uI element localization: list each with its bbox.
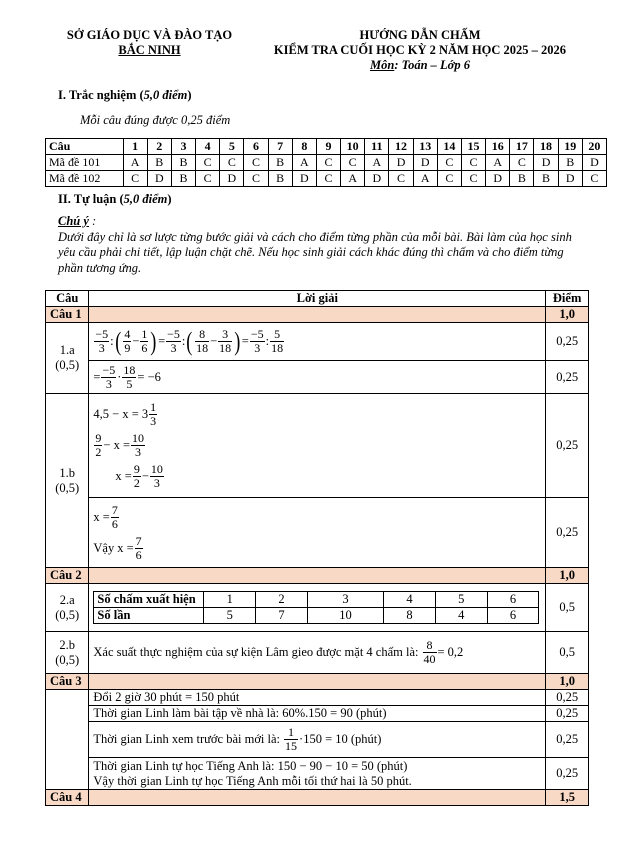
answer-cell: B — [268, 155, 292, 171]
question-number: 9 — [316, 139, 340, 155]
question-number: 6 — [244, 139, 268, 155]
answer-cell: B — [268, 171, 292, 187]
answer-cell: C — [316, 171, 340, 187]
q2b-points: 0,5 — [546, 632, 589, 674]
q1b-points-2: 0,25 — [546, 498, 589, 568]
q1a-step1: $\frac{-5}{3}$ : ( $\frac{4}{9}$ − $\frac{1}{6}$ ) = $\frac{-5}{3}$ : ( $\frac{8}{18}$ − $\frac{3}{18}$ ) = $\frac{-5}{3}$ : $\frac{5}{18}$ — [89, 323, 546, 361]
exam-code: Mã đề 101 — [46, 155, 124, 171]
exam-code: Mã đề 102 — [46, 171, 124, 187]
answer-cell: B — [534, 171, 558, 187]
question-number: 7 — [268, 139, 292, 155]
answer-cell: D — [582, 155, 606, 171]
question-1-row — [46, 307, 589, 323]
answer-cell: D — [413, 155, 437, 171]
answer-row — [46, 171, 607, 187]
dice-count: 8 — [384, 608, 436, 624]
header-left — [42, 28, 257, 58]
q3-line2: Thời gian Linh làm bài tập về nhà là: 60%.150 = 90 (phút) — [89, 706, 546, 722]
answer-cell: C — [437, 171, 461, 187]
question-number: 3 — [171, 139, 195, 155]
dice-face: 2 — [256, 592, 308, 608]
part2-title: II. Tự luận (5,0 điểm) — [58, 192, 172, 206]
question-number: 18 — [534, 139, 558, 155]
q2a-points: 0,5 — [546, 584, 589, 632]
subject-value: : Toán – Lớp 6 — [394, 58, 471, 72]
q2-label: Câu 2 — [46, 568, 89, 584]
dice-face: 6 — [487, 592, 539, 608]
q1a-points-1: 0,25 — [546, 323, 589, 361]
q1b-label: 1.b (0,5) — [46, 394, 89, 568]
part1-title: I. Trắc nghiệm (5,0 điểm) — [58, 88, 192, 102]
answer-cell: C — [220, 155, 244, 171]
question-number: 4 — [196, 139, 220, 155]
question-number: 11 — [365, 139, 389, 155]
answer-cell: C — [461, 171, 485, 187]
q2b-solution: Xác suất thực nghiệm của sự kiện Lâm gieo được mặt 4 chấm là: $\frac{8}{40}$ = 0,2 — [89, 632, 546, 674]
q3-line4: Thời gian Linh tự học Tiếng Anh là: 150 − 90 − 10 = 50 (phút) Vậy thời gian Linh tự học Tiếng Anh mỗi tối thứ hai là 50 phút. — [89, 758, 546, 790]
answer-header-label: Câu — [46, 139, 124, 155]
answer-cell: C — [510, 155, 534, 171]
dice-count: 7 — [256, 608, 308, 624]
dice-face: 5 — [435, 592, 487, 608]
answer-cell: C — [123, 171, 147, 187]
dice-face: 3 — [307, 592, 383, 608]
question-number: 19 — [558, 139, 582, 155]
q1-points: 1,0 — [546, 307, 589, 323]
answer-cell: C — [244, 171, 268, 187]
answer-cell: A — [292, 155, 316, 171]
q1a-points-2: 0,25 — [546, 361, 589, 394]
answer-cell: D — [292, 171, 316, 187]
answer-cell: D — [558, 171, 582, 187]
answer-cell: C — [316, 155, 340, 171]
dice-count: 10 — [307, 608, 383, 624]
exam-title: KIỂM TRA CUỐI HỌC KỲ 2 NĂM HỌC 2025 – 2026 — [273, 43, 567, 57]
answer-cell: D — [365, 171, 389, 187]
question-number: 15 — [461, 139, 485, 155]
department-name: SỞ GIÁO DỤC VÀ ĐÀO TẠO — [66, 28, 233, 42]
subject-line — [250, 58, 590, 73]
answer-cell: A — [486, 155, 510, 171]
answer-cell: D — [534, 155, 558, 171]
question-number: 10 — [341, 139, 365, 155]
q1b-step2: x = $\frac{7}{6}$ Vậy x = $\frac{7}{6}$ — [89, 498, 546, 568]
q1a-label: 1.a (0,5) — [46, 323, 89, 394]
question-number: 5 — [220, 139, 244, 155]
answer-cell: A — [341, 171, 365, 187]
q3-points: 1,0 — [546, 674, 589, 690]
answer-cell: B — [558, 155, 582, 171]
answer-cell: C — [341, 155, 365, 171]
subject-label: Môn — [369, 58, 395, 72]
question-number: 8 — [292, 139, 316, 155]
answer-cell: A — [123, 155, 147, 171]
col-question: Câu — [46, 291, 89, 307]
solution-table: Câu Lời giải Điểm Câu 1 1,0 1.a (0,5) $\frac{-5}{3}$ : ( $\frac{4}{9}$ − $\frac{1}{6}$ ) = $\frac{-5}{3}$ : ( $\frac{8}{18}$ − $\frac{3}{18}$ ) = $\frac{-5}{3}$ : $\frac{5}{18}$ 0,25 = $\frac{-5}{3}$ · $\frac{18}{5}$ = −6 0,25 1.b (0,5) 4,5 − x = 3 $\frac{1}{3}$ $\frac{9}{2}$ − x = $\frac{10}{3}$ x = $\frac{9}{2}$ − $\frac{10}{3}$ 0,25 x = $\frac{7}{6}$ Vậy x = $\frac{7}{6}$ 0,25 Câu 2 1,0 2.a (0,5) Số chấm xuất hiện 1 2 3 4 5 6 Số lần 5 7 10 8 4 6 0,5 2.b (0,5) Xác suất thực nghiệm của sự kiện Lâm gieo được mặt 4 chấm là: $\frac{8}{40}$ = 0,2 0,5 Câu 3 1,0 Đổi 2 giờ 30 phút = 150 phút 0,25 Thời gian Linh làm bài tập về nhà là: 60%.150 = 90 (phút) 0,25 Thời gian Linh xem trước bài mới là: $\frac{1}{15}$ ·150 = 10 (phút) 0,25 Thời gian Linh tự học Tiếng Anh là: 150 − 90 − 10 = 50 (phút) Vậy thời gian Linh tự học Tiếng Anh mỗi tối thứ hai là 50 phút. 0,25 Câu 4 1,5 — [45, 290, 589, 806]
q1a-step2: = $\frac{-5}{3}$ · $\frac{18}{5}$ = −6 — [89, 361, 546, 394]
q2b-label: 2.b (0,5) — [46, 632, 89, 674]
answer-cell: D — [147, 171, 171, 187]
answer-cell: D — [220, 171, 244, 187]
q2a-label: 2.a (0,5) — [46, 584, 89, 632]
answer-cell: C — [196, 155, 220, 171]
dice-face: 4 — [384, 592, 436, 608]
answer-cell: C — [389, 171, 413, 187]
answer-cell: D — [486, 171, 510, 187]
part2-note: Chú ý : Dưới đây chỉ là sơ lược từng bước giải và cách cho điểm từng phần của mỗi bài. Bài làm của học sinh yêu cầu phải chi tiết, lập luận chặt chẽ. Nếu học sinh giải cách khác đúng thì chấm và cho điểm từng phần tương ứng. — [58, 214, 572, 275]
q3-label: Câu 3 — [46, 674, 89, 690]
question-3-row — [46, 674, 589, 690]
q4-label: Câu 4 — [46, 790, 89, 806]
answer-cell: A — [365, 155, 389, 171]
q1b-points-1: 0,25 — [546, 394, 589, 498]
answer-key-table — [45, 138, 607, 187]
q1b-step1: 4,5 − x = 3 $\frac{1}{3}$ $\frac{9}{2}$ − x = $\frac{10}{3}$ x = $\frac{9}{2}$ − $\frac{10}{3}$ — [89, 394, 546, 498]
answer-cell: C — [244, 155, 268, 171]
question-number: 14 — [437, 139, 461, 155]
answer-cell: B — [147, 155, 171, 171]
dice-count: 4 — [435, 608, 487, 624]
question-number: 2 — [147, 139, 171, 155]
question-4-row — [46, 790, 589, 806]
answer-row — [46, 155, 607, 171]
answer-cell: C — [437, 155, 461, 171]
question-number: 16 — [486, 139, 510, 155]
col-points: Điểm — [546, 291, 589, 307]
answer-cell: B — [171, 171, 195, 187]
answer-cell: C — [461, 155, 485, 171]
question-number: 13 — [413, 139, 437, 155]
question-number: 1 — [123, 139, 147, 155]
question-number: 12 — [389, 139, 413, 155]
answer-cell: A — [413, 171, 437, 187]
question-number: 20 — [582, 139, 606, 155]
dice-count: 5 — [204, 608, 256, 624]
note-text: Dưới đây chỉ là sơ lược từng bước giải và cách cho điểm từng phần của mỗi bài. Bài làm của học sinh yêu cầu phải chi tiết, lập luận chặt chẽ. Nếu học sinh giải cách khác đúng thì chấm và cho điểm từng phần tương ứng. — [58, 229, 572, 275]
question-number: 17 — [510, 139, 534, 155]
note-label: Chú ý — [58, 214, 89, 228]
answer-cell: D — [389, 155, 413, 171]
part1-note: Mỗi câu đúng được 0,25 điểm — [80, 113, 231, 127]
q2-points: 1,0 — [546, 568, 589, 584]
answer-cell: B — [171, 155, 195, 171]
dice-count: 6 — [487, 608, 539, 624]
header-right — [250, 28, 590, 73]
q3-line1: Đổi 2 giờ 30 phút = 150 phút — [89, 690, 546, 706]
question-2-row — [46, 568, 589, 584]
col-solution: Lời giải — [89, 291, 546, 307]
dice-face: 1 — [204, 592, 256, 608]
answer-cell: C — [582, 171, 606, 187]
province-name: BẮC NINH — [118, 43, 181, 57]
q2a-solution — [89, 584, 546, 632]
answer-cell: B — [510, 171, 534, 187]
q4-points: 1,5 — [546, 790, 589, 806]
doc-title: HƯỚNG DẪN CHẤM — [359, 28, 481, 42]
dice-frequency-table: Số chấm xuất hiện 1 2 3 4 5 6 Số lần 5 7 10 8 4 6 — [93, 591, 539, 624]
q3-line3: Thời gian Linh xem trước bài mới là: $\frac{1}{15}$ ·150 = 10 (phút) — [89, 722, 546, 758]
q1-label: Câu 1 — [46, 307, 89, 323]
answer-cell: C — [196, 171, 220, 187]
